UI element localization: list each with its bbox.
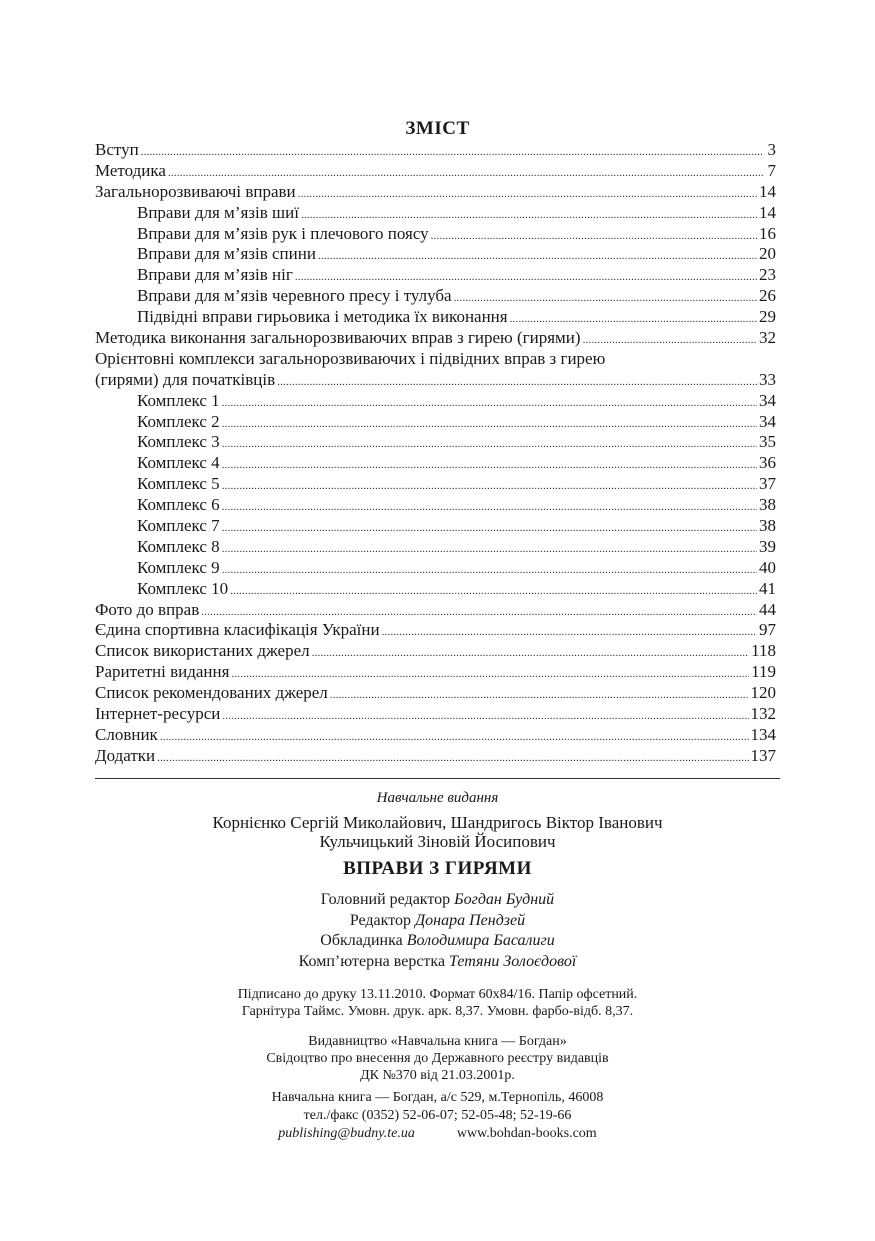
dot-leader xyxy=(318,246,757,267)
print-specs-line: Підписано до друку 13.11.2010. Формат 60х84/16. Папір офсетний. xyxy=(237,987,638,1002)
toc-entry-label: Фото до вправ xyxy=(95,599,200,619)
toc-entry[interactable] xyxy=(95,662,776,683)
toc-entry-label: Комплекс 8 xyxy=(137,536,220,556)
publisher-name: Видавництво «Навчальна книга — Богдан» xyxy=(308,1034,567,1049)
toc-page-number: 32 xyxy=(759,328,776,348)
toc-subentry[interactable] xyxy=(95,516,776,537)
toc-entry-label: Комплекс 6 xyxy=(137,495,220,515)
toc-subentry[interactable] xyxy=(95,286,776,307)
toc-entry-label: Орієнтовні комплекси загальнорозвиваючих і підвідних вправ з гирею xyxy=(95,348,606,368)
toc-entry-label: Вправи для м’язів ніг xyxy=(137,265,293,285)
toc-entry-label: Вступ xyxy=(95,140,139,159)
toc-page-number: 37 xyxy=(759,474,776,494)
dot-leader xyxy=(277,372,757,393)
toc-page-number: 134 xyxy=(750,724,776,744)
toc-entry[interactable] xyxy=(95,140,776,161)
edition-type: Навчальне видання xyxy=(376,790,499,806)
dot-leader xyxy=(222,497,757,518)
authors xyxy=(0,813,875,851)
web-contacts xyxy=(0,1125,875,1143)
toc-entry-label: Методика xyxy=(95,160,166,180)
postal-address: Навчальна книга — Богдан, а/с 529, м.Тернопіль, 46008 xyxy=(271,1090,604,1105)
dot-leader xyxy=(222,393,757,414)
toc-subentry[interactable] xyxy=(95,495,776,516)
dot-leader xyxy=(295,267,757,288)
dot-leader xyxy=(330,685,749,706)
print-specs-line: Гарнітура Таймс. Умовн. друк. арк. 8,37. Умовн. фарбо-відб. 8,37. xyxy=(241,1004,634,1019)
toc-page-number: 34 xyxy=(759,390,776,410)
toc-entry-label: (гирями) для початківців xyxy=(95,369,276,389)
book-title: ВПРАВИ З ГИРЯМИ xyxy=(343,858,532,879)
toc-page-number: 20 xyxy=(759,244,776,264)
toc-entry-label: Інтернет-ресурси xyxy=(95,704,221,724)
toc-entry[interactable] xyxy=(95,704,776,725)
email-link[interactable]: publishing@budny.te.ua xyxy=(278,1126,415,1141)
toc-entry-label: Підвідні вправи гирьовика і методика їх виконання xyxy=(137,307,508,327)
credit-line xyxy=(0,952,875,973)
toc-page-number: 119 xyxy=(751,662,776,682)
dot-leader xyxy=(157,748,748,769)
dot-leader xyxy=(141,142,764,163)
toc-subentry[interactable] xyxy=(95,412,776,433)
credit-name: Богдан Будний xyxy=(454,891,555,908)
toc-entry-label: Методика виконання загальнорозвиваючих вправ з гирею (гирями) xyxy=(95,328,581,348)
toc-page-number: 7 xyxy=(767,160,776,180)
credit-name: Володимира Басалиги xyxy=(406,932,555,949)
dot-leader xyxy=(222,706,748,727)
dot-leader xyxy=(222,455,757,476)
toc-subentry[interactable] xyxy=(95,474,776,495)
toc-entry[interactable] xyxy=(95,746,776,767)
toc-page-number: 23 xyxy=(759,265,776,285)
toc-page-number: 33 xyxy=(759,369,776,389)
toc-page-number: 40 xyxy=(759,557,776,577)
print-specs xyxy=(0,986,875,1020)
dot-leader xyxy=(298,184,757,205)
dot-leader xyxy=(222,414,757,435)
toc-entry[interactable] xyxy=(95,328,776,349)
toc-subentry[interactable] xyxy=(95,391,776,412)
toc-entry-label: Комплекс 3 xyxy=(137,432,220,452)
dot-leader xyxy=(222,434,757,455)
toc-page-number: 137 xyxy=(750,745,776,765)
toc-subentry[interactable] xyxy=(95,432,776,453)
toc-page-number: 14 xyxy=(759,202,776,222)
toc-entry-label: Додатки xyxy=(95,745,156,765)
toc-entry-label: Список використаних джерел xyxy=(95,641,310,661)
credit-name: Донара Пендзей xyxy=(415,911,526,929)
toc-entry-label: Словник xyxy=(95,724,158,744)
toc-page-number: 26 xyxy=(759,286,776,306)
authors-line: Корнієнко Сергій Миколайович, Шандригось Віктор Іванович xyxy=(212,813,663,832)
dot-leader xyxy=(312,643,750,664)
toc-page-number: 29 xyxy=(759,307,776,327)
toc-entry-label: Комплекс 9 xyxy=(137,557,220,577)
credit-name: Тетяни Золоєдової xyxy=(449,952,577,970)
dot-leader xyxy=(431,226,757,247)
authors-line: Кульчицький Зіновій Йосипович xyxy=(319,832,556,851)
toc-entry-label: Комплекс 2 xyxy=(137,411,220,431)
toc-page-number: 3 xyxy=(767,140,776,159)
toc-page-number: 39 xyxy=(759,536,776,556)
toc-entry-continuation[interactable] xyxy=(95,370,776,391)
toc-subentry[interactable] xyxy=(95,453,776,474)
toc-entry-label: Вправи для м’язів спини xyxy=(137,244,316,264)
dot-leader xyxy=(160,727,749,748)
toc-page-number: 38 xyxy=(759,495,776,515)
dot-leader xyxy=(168,163,764,184)
dot-leader xyxy=(222,539,757,560)
toc-page-number: 120 xyxy=(750,683,776,703)
credit-role: Головний редактор xyxy=(320,891,451,908)
credit-role: Обкладинка xyxy=(320,932,403,949)
publisher-contacts xyxy=(0,1089,875,1143)
toc-subentry[interactable] xyxy=(95,244,776,265)
website-link[interactable]: www.bohdan-books.com xyxy=(456,1126,597,1141)
dot-leader xyxy=(510,309,757,330)
toc-entry-label: Вправи для м’язів черевного пресу і тулуба xyxy=(137,286,452,306)
toc-entry-label: Єдина спортивна класифікація України xyxy=(95,620,380,640)
toc-subentry[interactable] xyxy=(95,307,776,328)
toc-entry-label: Комплекс 1 xyxy=(137,390,220,410)
toc-entry-label: Вправи для м’язів рук і плечового поясу xyxy=(137,223,429,243)
toc-subentry[interactable] xyxy=(95,537,776,558)
toc-page-number: 41 xyxy=(759,578,776,598)
toc-entry[interactable] xyxy=(95,620,776,641)
toc-entry-label: Комплекс 10 xyxy=(137,578,229,598)
credit-role: Комп’ютерна верстка xyxy=(298,952,446,970)
toc-entry[interactable] xyxy=(95,600,776,621)
credit-line xyxy=(0,931,875,952)
horizontal-divider xyxy=(95,778,780,779)
toc-page-number: 14 xyxy=(759,181,776,201)
toc-entry[interactable] xyxy=(95,161,776,182)
dot-leader xyxy=(231,664,749,685)
publisher-license: ДК №370 від 21.03.2001р. xyxy=(360,1068,515,1083)
toc-entry-label: Вправи для м’язів шиї xyxy=(137,202,299,222)
toc-title: ЗМІСТ xyxy=(405,118,470,139)
dot-leader xyxy=(454,288,757,309)
toc-entry[interactable] xyxy=(95,725,776,746)
dot-leader xyxy=(222,518,757,539)
toc-entry-label: Список рекомендованих джерел xyxy=(95,683,328,703)
publisher-registry: Свідоцтво про внесення до Державного реєстру видавців xyxy=(266,1051,609,1066)
toc-entry[interactable] xyxy=(95,683,776,704)
toc-page-number: 16 xyxy=(759,223,776,243)
toc-page-number: 118 xyxy=(751,641,776,661)
toc-subentry[interactable] xyxy=(95,558,776,579)
toc-page-number: 97 xyxy=(759,620,776,640)
dot-leader xyxy=(301,205,757,226)
dot-leader xyxy=(222,476,757,497)
toc-entry-label: Загальнорозвиваючі вправи xyxy=(95,181,296,201)
toc-subentry[interactable] xyxy=(95,203,776,224)
publisher-info xyxy=(0,1033,875,1084)
credit-line xyxy=(0,911,875,932)
toc-page-number: 34 xyxy=(759,411,776,431)
table-of-contents xyxy=(95,140,776,767)
credits xyxy=(0,890,875,972)
toc-entry[interactable] xyxy=(95,182,776,203)
toc-entry-label: Комплекс 7 xyxy=(137,516,220,536)
toc-subentry[interactable] xyxy=(95,265,776,286)
dot-leader xyxy=(583,330,757,351)
toc-entry-label: Комплекс 5 xyxy=(137,474,220,494)
toc-page-number: 44 xyxy=(759,599,776,619)
dot-leader xyxy=(382,622,757,643)
toc-page-number: 36 xyxy=(759,453,776,473)
toc-entry[interactable] xyxy=(95,641,776,662)
dot-leader xyxy=(230,581,757,602)
toc-subentry[interactable] xyxy=(95,224,776,245)
toc-page-number: 38 xyxy=(759,516,776,536)
toc-entry-label: Раритетні видання xyxy=(95,662,230,682)
toc-subentry[interactable] xyxy=(95,579,776,600)
toc-entry-label: Комплекс 4 xyxy=(137,453,220,473)
phone-numbers: тел./факс (0352) 52-06-07; 52-05-48; 52-19-66 xyxy=(303,1108,572,1123)
toc-page-number: 35 xyxy=(759,432,776,452)
toc-page-number: 132 xyxy=(750,704,776,724)
credit-role: Редактор xyxy=(349,911,411,929)
credit-line xyxy=(0,890,875,911)
dot-leader xyxy=(201,602,757,623)
toc-entry[interactable] xyxy=(95,349,776,370)
dot-leader xyxy=(222,560,757,581)
